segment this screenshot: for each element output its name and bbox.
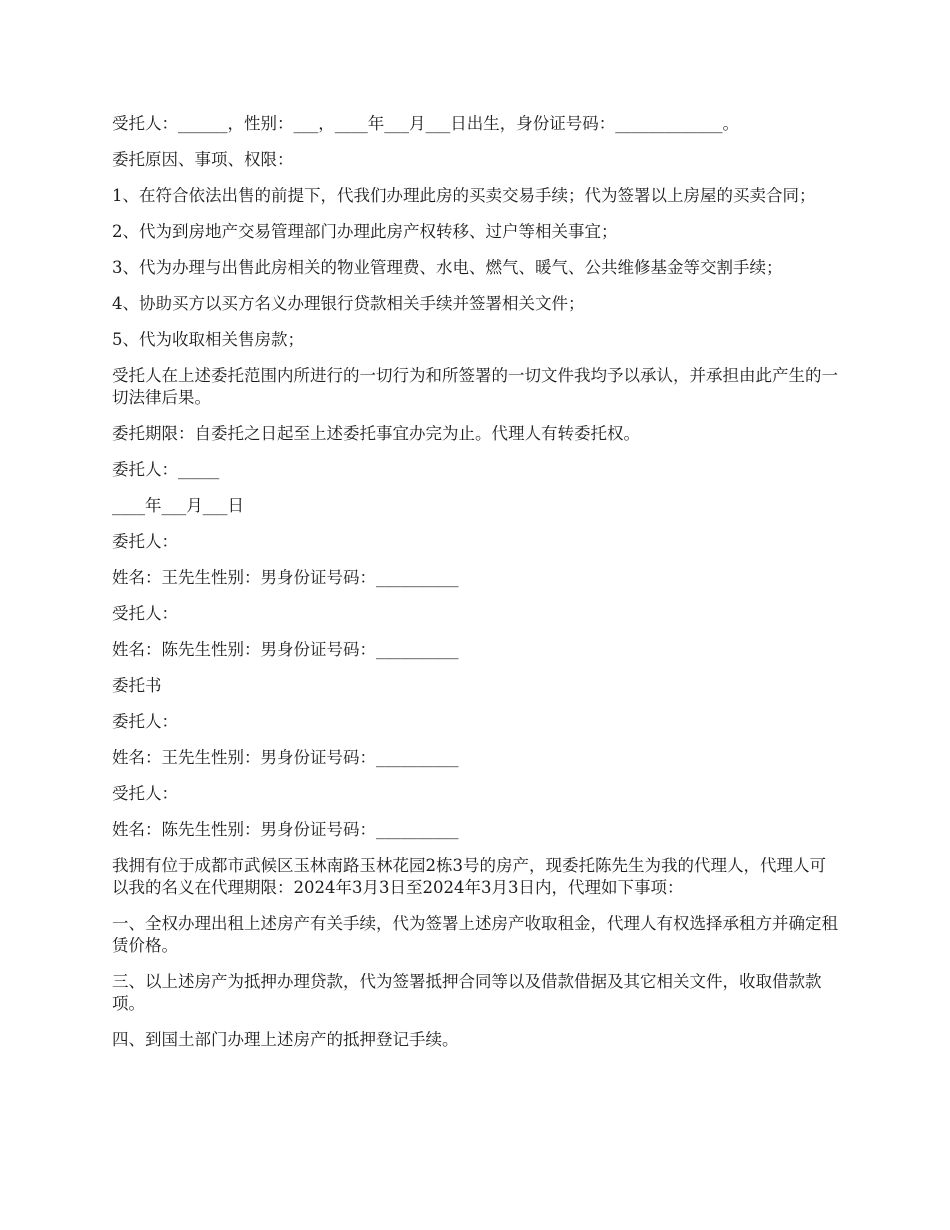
entrust-period-paragraph: 委托期限：自委托之日起至上述委托事宜办完为止。代理人有转委托权。 bbox=[112, 424, 640, 443]
property-statement-paragraph: 我拥有位于成都市武候区玉林南路玉林花园2栋3号的房产，现委托陈先生为我的代理人，代理人可以我的名义在代理期限：2024年3月3日至2024年3月3日内，代理如下事项： bbox=[112, 856, 826, 897]
matter-item-3: 三、以上述房产为抵押办理贷款，代为签署抵押合同等以及借款借据及其它相关文件，收取借款款项。 bbox=[112, 972, 822, 1013]
trustee-info-line: 受托人：______，性别：___，____年___月___日出生，身份证号码：_____________。 bbox=[112, 114, 739, 133]
matter-item-4: 四、到国土部门办理上述房产的抵押登记手续。 bbox=[112, 1030, 459, 1049]
principal-label: 委托人： bbox=[112, 532, 178, 551]
trustee-label: 受托人： bbox=[112, 604, 178, 623]
principal-signature-line: 委托人：_____ bbox=[112, 460, 220, 479]
principal-details-2: 姓名：王先生性别：男身份证号码：__________ bbox=[112, 748, 459, 767]
trustee-label-2: 受托人： bbox=[112, 784, 178, 803]
section-title: 委托书 bbox=[112, 676, 162, 695]
entrust-reason-heading: 委托原因、事项、权限： bbox=[112, 150, 294, 169]
trustee-details: 姓名：陈先生性别：男身份证号码：__________ bbox=[112, 640, 459, 659]
trustee-details-2: 姓名：陈先生性别：男身份证号码：__________ bbox=[112, 820, 459, 839]
entrust-item-4: 4、协助买方以买方名义办理银行贷款相关手续并签署相关文件； bbox=[112, 294, 585, 313]
principal-details: 姓名：王先生性别：男身份证号码：__________ bbox=[112, 568, 459, 587]
principal-label-2: 委托人： bbox=[112, 712, 178, 731]
legal-consequence-paragraph: 受托人在上述委托范围内所进行的一切行为和所签署的一切文件我均予以承认，并承担由此产生的一切法律后果。 bbox=[112, 366, 838, 407]
entrust-item-5: 5、代为收取相关售房款； bbox=[112, 330, 304, 349]
entrust-item-3: 3、代为办理与出售此房相关的物业管理费、水电、燃气、暖气、公共维修基金等交割手续； bbox=[112, 258, 783, 277]
entrust-item-2: 2、代为到房地产交易管理部门办理此房产权转移、过户等相关事宜； bbox=[112, 222, 618, 241]
entrust-item-1: 1、在符合依法出售的前提下，代我们办理此房的买卖交易手续；代为签署以上房屋的买卖合同； bbox=[112, 186, 816, 205]
matter-item-1: 一、全权办理出租上述房产有关手续，代为签署上述房产收取租金，代理人有权选择承租方并确定租赁价格。 bbox=[112, 914, 838, 955]
document-body bbox=[112, 113, 840, 1065]
date-line: ____年___月___日 bbox=[112, 496, 244, 515]
